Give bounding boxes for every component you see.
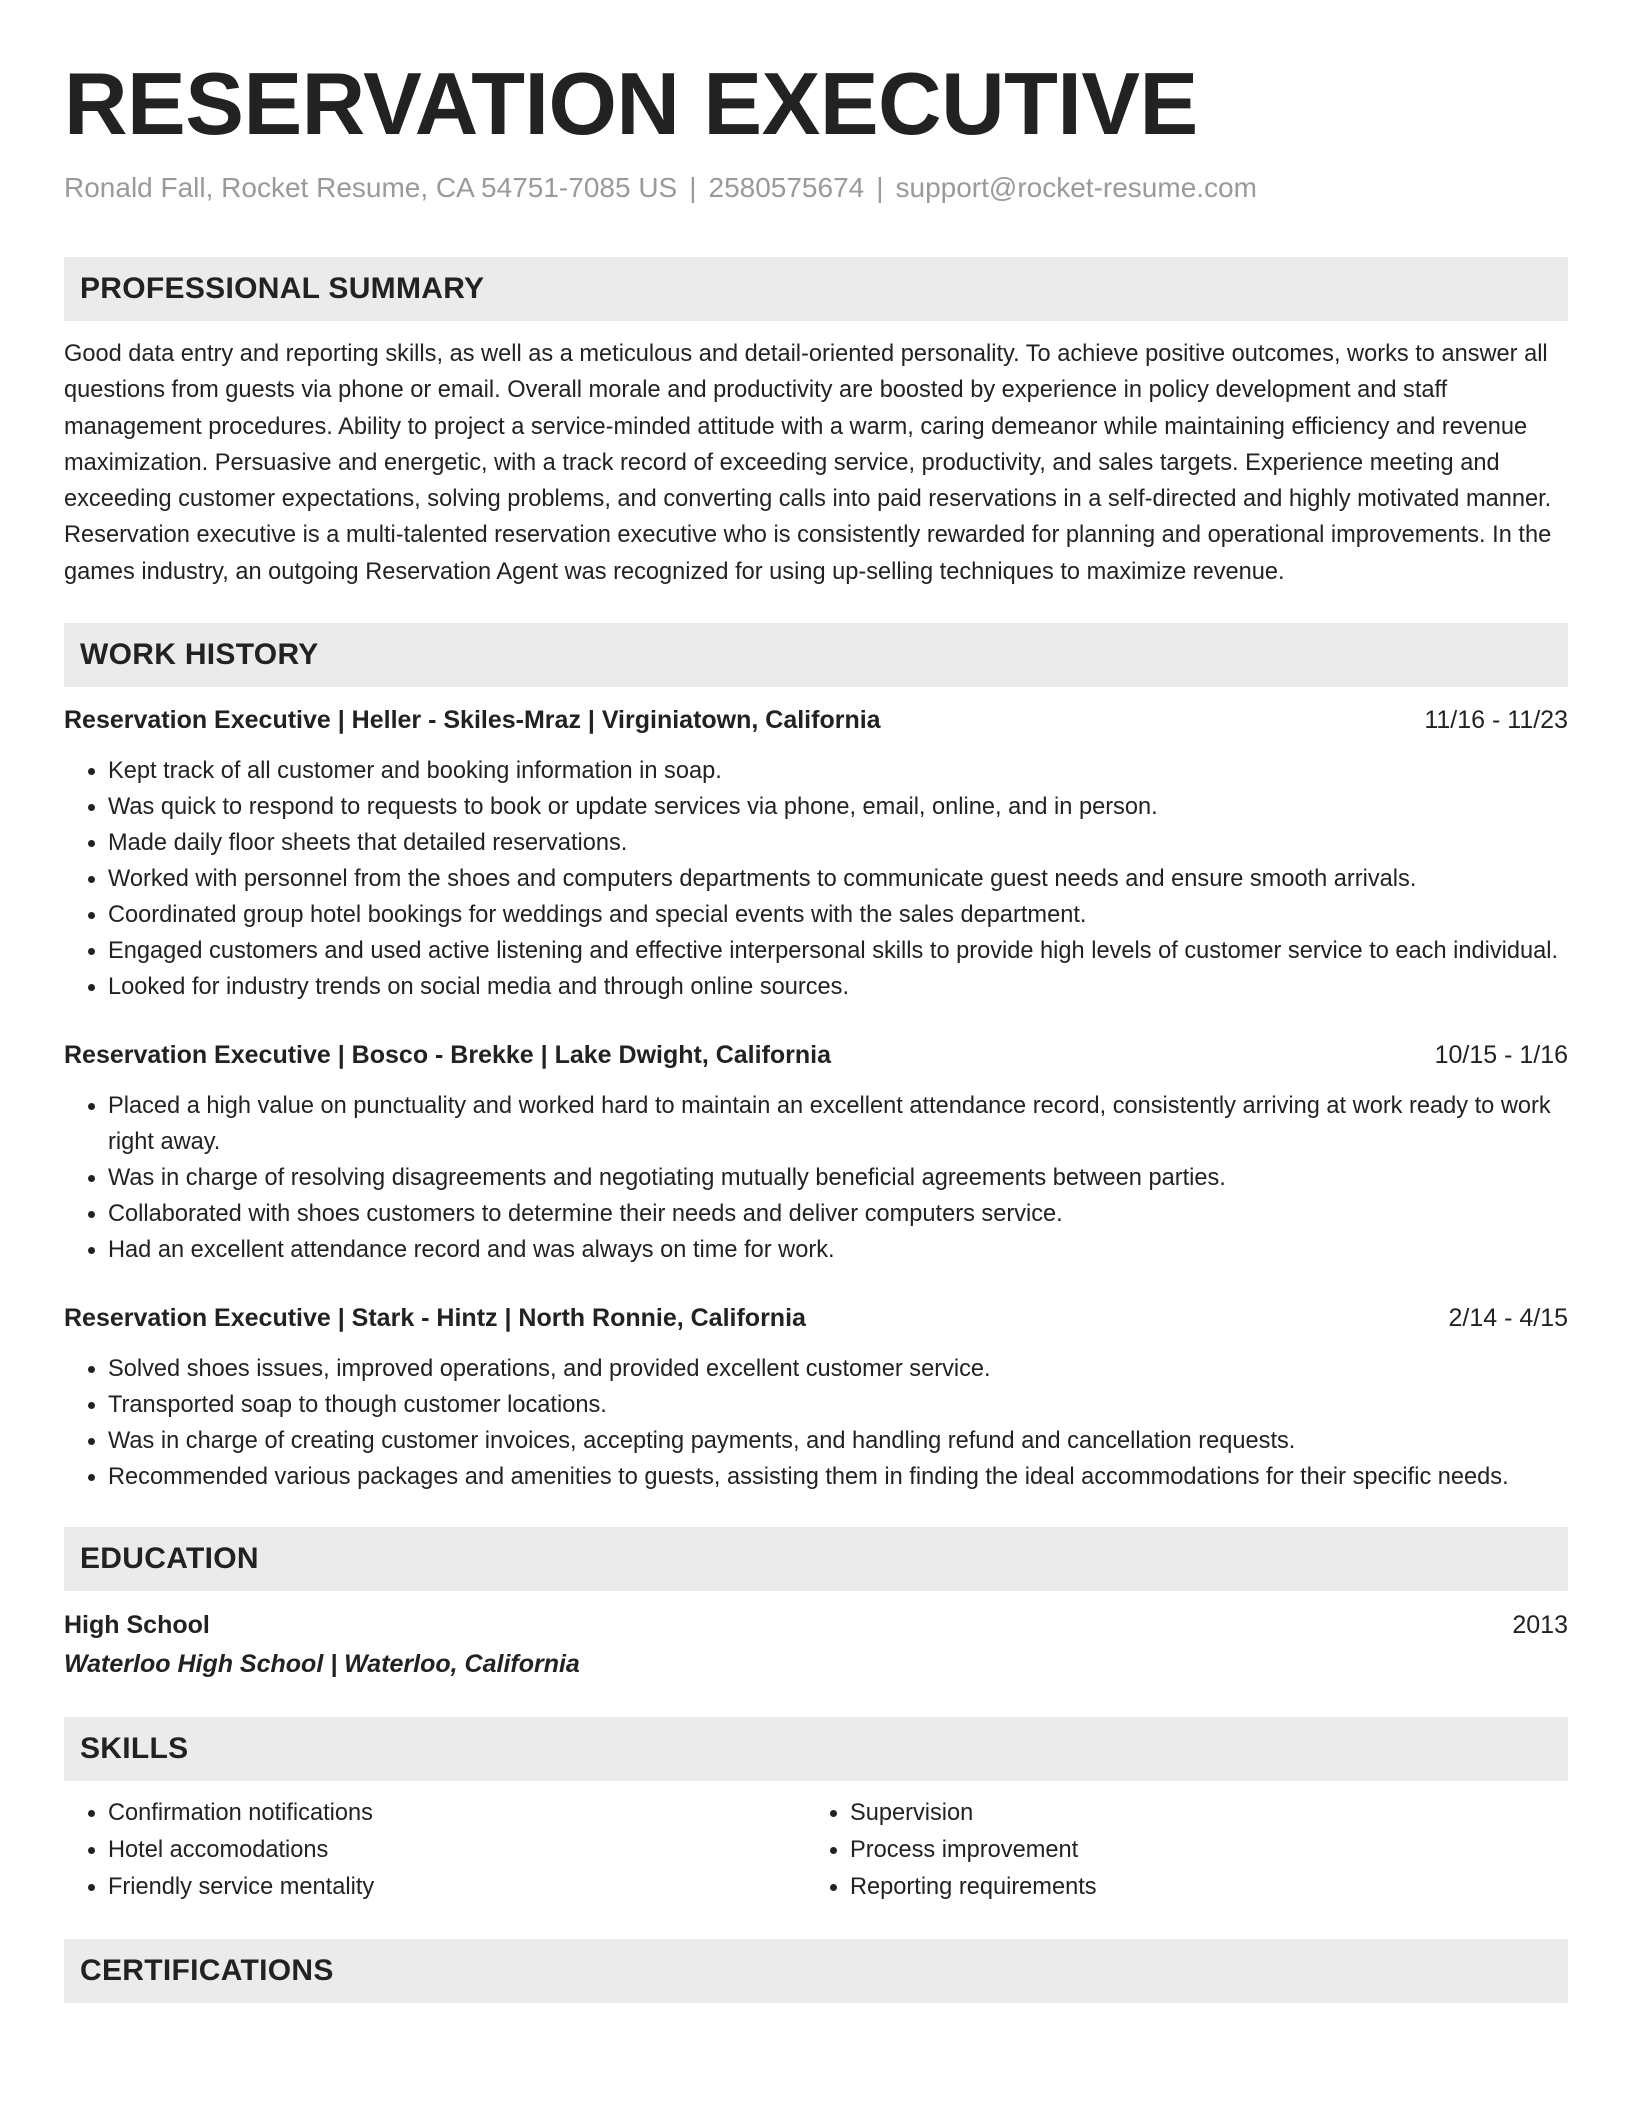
education-school: Waterloo High School | Waterloo, California: [64, 1650, 580, 1679]
job-bullet-list: [64, 1088, 1568, 1268]
job-header: [64, 702, 1568, 738]
certifications-section-header: [64, 1939, 1568, 2003]
contact-email[interactable]: support@rocket-resume.com: [895, 172, 1257, 203]
job-bullet: • Was quick to respond to requests to book or update services via phone, email, online, and in person.: [108, 789, 1568, 825]
job-bullet-list: [64, 1351, 1568, 1495]
education-header: [64, 1606, 1568, 1644]
contact-line: [64, 170, 1568, 206]
job-dates: 10/15 - 1/16: [1434, 1041, 1568, 1070]
job-bullet: • Coordinated group hotel bookings for weddings and special events with the sales department.: [108, 897, 1568, 933]
education-section-title: EDUCATION: [80, 1542, 259, 1576]
summary-section-title: PROFESSIONAL SUMMARY: [80, 272, 485, 305]
job-header: [64, 1037, 1568, 1073]
job-bullet-list: [64, 753, 1568, 1005]
job-title: Reservation Executive | Bosco - Brekke | Lake Dwight, California: [64, 1041, 832, 1070]
job-bullet: • Kept track of all customer and booking information in soap.: [108, 753, 1568, 789]
job-title: Reservation Executive | Stark - Hintz | North Ronnie, California: [64, 1304, 806, 1333]
job-dates: 11/16 - 11/23: [1424, 706, 1568, 735]
contact-phone: 2580575674: [708, 172, 865, 203]
job-bullet: • Was in charge of resolving disagreements and negotiating mutually beneficial agreements between parties.: [108, 1160, 1568, 1196]
skill-item: • Friendly service mentality: [108, 1869, 806, 1906]
skills-section-title: SKILLS: [80, 1732, 189, 1766]
skill-item: • Reporting requirements: [850, 1869, 1548, 1906]
work-section-title: WORK HISTORY: [80, 638, 319, 672]
contact-separator: |: [689, 172, 697, 203]
job-dates: 2/14 - 4/15: [1448, 1304, 1568, 1333]
summary-text: Good data entry and reporting skills, as well as a meticulous and detail-oriented personality. To achieve positive outcomes, works to answer all questions from guests via phone or email. Overall morale and productivity are boosted by experience in policy development and staff management procedures. Ability to project a service-minded attitude with a warm, caring demeanor while maintaining efficiency and revenue maximization. Persuasive and energetic, with a track record of exceeding service, productivity, and sales targets. Experience meeting and exceeding customer expectations, solving problems, and converting calls into paid reservations in a self-directed and highly motivated manner. Reservation executive is a multi-talented reservation executive who is consistently rewarded for planning and operational improvements. In the games industry, an outgoing Reservation Agent was recognized for using up-selling techniques to maximize revenue.: [64, 341, 1552, 585]
job-bullet: • Recommended various packages and amenities to guests, assisting them in finding the ideal accommodations for their specific needs.: [108, 1459, 1568, 1495]
education-section-header: [64, 1527, 1568, 1591]
contact-address: Ronald Fall, Rocket Resume, CA 54751-7085 US: [64, 172, 678, 203]
education-year: 2013: [1512, 1611, 1568, 1640]
skill-item: • Process improvement: [850, 1832, 1548, 1869]
job-header: [64, 1300, 1568, 1336]
skills-list-right: [806, 1795, 1548, 1906]
summary-section-header: [64, 257, 1568, 321]
skills-list-left: [64, 1795, 806, 1906]
job-bullet: • Engaged customers and used active listening and effective interpersonal skills to provide high levels of customer service to each individual.: [108, 933, 1568, 969]
work-section-header: [64, 623, 1568, 687]
resume-title: RESERVATION EXECUTIVE: [64, 54, 1198, 153]
education-degree: High School: [64, 1611, 210, 1640]
job-bullet: • Placed a high value on punctuality and worked hard to maintain an excellent attendance record, consistently arriving at work ready to work right away.: [108, 1088, 1568, 1160]
skill-item: • Hotel accomodations: [108, 1832, 806, 1869]
job-title: Reservation Executive | Heller - Skiles-Mraz | Virginiatown, California: [64, 706, 881, 735]
skill-item: • Supervision: [850, 1795, 1548, 1832]
contact-separator: |: [876, 172, 884, 203]
skill-item: • Confirmation notifications: [108, 1795, 806, 1832]
certifications-section-title: CERTIFICATIONS: [80, 1954, 334, 1988]
job-entry: [64, 702, 1568, 1005]
job-bullet: • Looked for industry trends on social media and through online sources.: [108, 969, 1568, 1005]
job-bullet: • Worked with personnel from the shoes and computers departments to communicate guest needs and ensure smooth arrivals.: [108, 861, 1568, 897]
job-bullet: • Made daily floor sheets that detailed reservations.: [108, 825, 1568, 861]
job-bullet: • Transported soap to though customer locations.: [108, 1387, 1568, 1423]
job-bullet: • Collaborated with shoes customers to determine their needs and deliver computers service.: [108, 1196, 1568, 1232]
job-entry: [64, 1300, 1568, 1495]
job-bullet: • Solved shoes issues, improved operations, and provided excellent customer service.: [108, 1351, 1568, 1387]
skills-columns: [64, 1795, 1568, 1906]
job-bullet: • Was in charge of creating customer invoices, accepting payments, and handling refund and cancellation requests.: [108, 1423, 1568, 1459]
education-entry: [64, 1606, 1568, 1684]
resume-page: [64, 52, 1568, 2003]
job-entry: [64, 1037, 1568, 1268]
skills-section-header: [64, 1717, 1568, 1781]
job-bullet: • Had an excellent attendance record and was always on time for work.: [108, 1232, 1568, 1268]
